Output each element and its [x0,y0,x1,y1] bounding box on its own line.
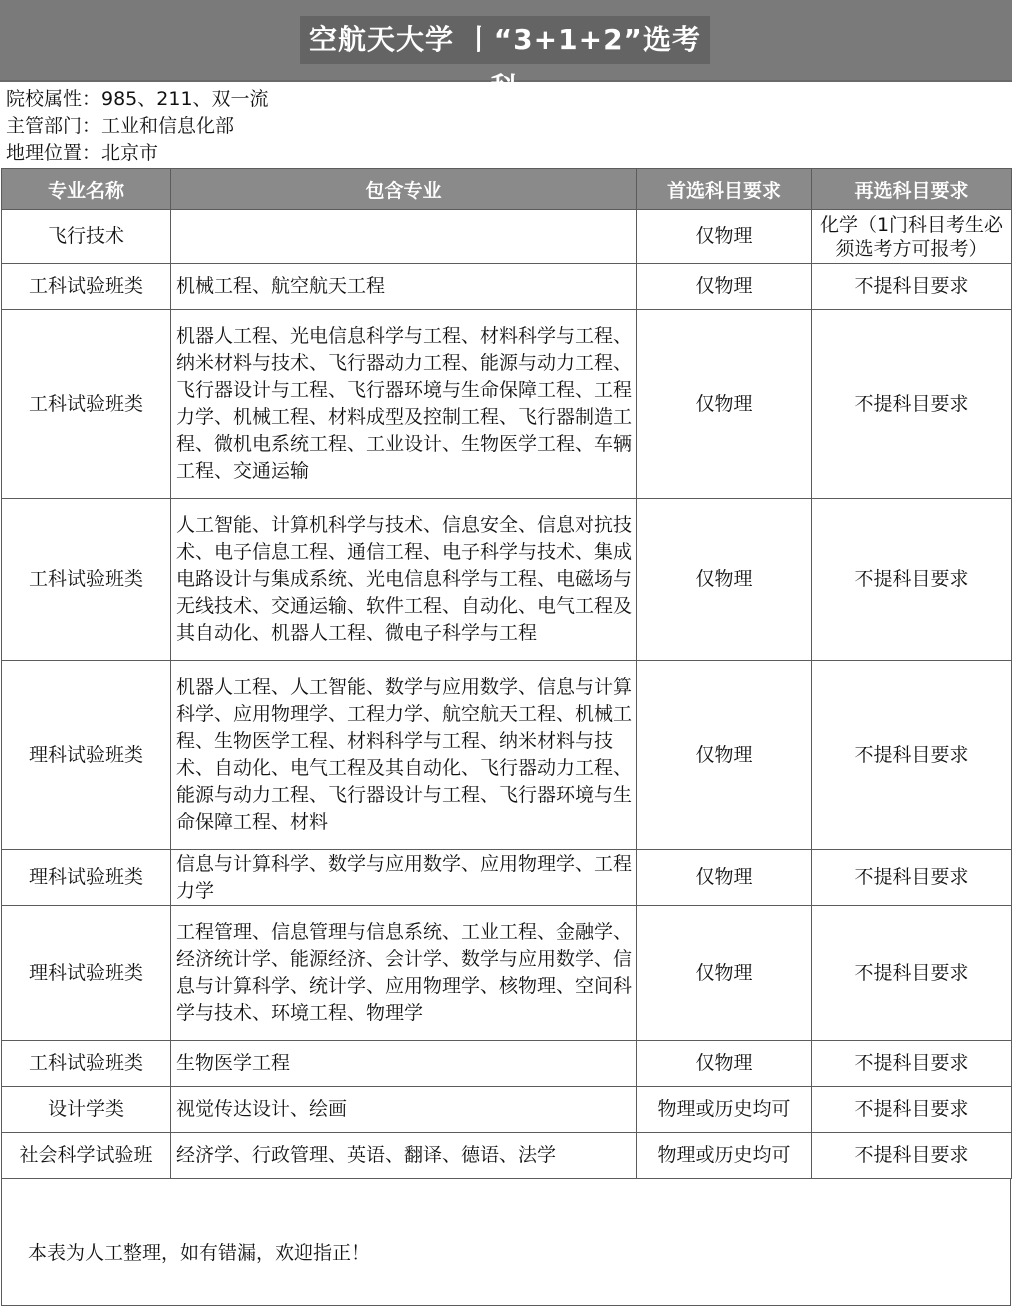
table-row [2,906,1012,1041]
major-name: 社会科学试验班 [2,1133,171,1179]
second-subject: 不提科目要求 [812,661,1012,850]
second-subject: 不提科目要求 [812,1133,1012,1179]
header-first-subject: 首选科目要求 [637,169,812,210]
first-subject: 物理或历史均可 [637,1087,812,1133]
major-name: 飞行技术 [2,210,171,264]
second-subject: 不提科目要求 [812,850,1012,906]
major-name: 工科试验班类 [2,499,171,661]
major-name: 设计学类 [2,1087,171,1133]
second-subject: 不提科目要求 [812,499,1012,661]
table-row [2,264,1012,310]
included-majors: 经济学、行政管理、英语、翻译、德语、法学 [171,1133,637,1179]
major-name: 工科试验班类 [2,1041,171,1087]
school-attribute: 院校属性：985、211、双一流 [6,88,269,110]
included-majors: 视觉传达设计、绘画 [171,1087,637,1133]
geographic-location: 地理位置：北京市 [6,142,159,164]
included-majors: 机械工程、航空航天工程 [171,264,637,310]
subject-requirements-table [1,168,1012,1179]
first-subject: 仅物理 [637,850,812,906]
major-name: 理科试验班类 [2,906,171,1041]
first-subject: 仅物理 [637,1041,812,1087]
second-subject: 不提科目要求 [812,1041,1012,1087]
table-row [2,1041,1012,1087]
major-name: 理科试验班类 [2,850,171,906]
header-second-subject: 再选科目要求 [812,169,1012,210]
included-majors: 工程管理、信息管理与信息系统、工业工程、金融学、经济统计学、能源经济、会计学、数学与应用数学、信息与计算科学、统计学、应用物理学、核物理、空间科学与技术、环境工程、物理学 [171,906,637,1041]
included-majors [171,210,637,264]
included-majors: 机器人工程、人工智能、数学与应用数学、信息与计算科学、应用物理学、工程力学、航空航天工程、机械工程、生物医学工程、材料科学与工程、纳米材料与技术、自动化、电气工程及其自动化、飞行器动力工程、能源与动力工程、飞行器设计与工程、飞行器环境与生命保障工程、材料 [171,661,637,850]
first-subject: 仅物理 [637,310,812,499]
header-major-name: 专业名称 [2,169,171,210]
included-majors: 信息与计算科学、数学与应用数学、应用物理学、工程力学 [171,850,637,906]
table-row [2,661,1012,850]
included-majors: 生物医学工程 [171,1041,637,1087]
table-row [2,850,1012,906]
second-subject: 不提科目要求 [812,310,1012,499]
table-row [2,1133,1012,1179]
table-header-row [2,169,1012,210]
first-subject: 仅物理 [637,661,812,850]
table-row [2,310,1012,499]
second-subject: 不提科目要求 [812,906,1012,1041]
second-subject: 不提科目要求 [812,1087,1012,1133]
table-row [2,499,1012,661]
first-subject: 仅物理 [637,210,812,264]
supervising-department: 主管部门：工业和信息化部 [6,115,235,137]
second-subject: 不提科目要求 [812,264,1012,310]
major-name: 工科试验班类 [2,264,171,310]
table-row [2,210,1012,264]
first-subject: 仅物理 [637,264,812,310]
header-included-majors: 包含专业 [171,169,637,210]
major-name: 工科试验班类 [2,310,171,499]
first-subject: 物理或历史均可 [637,1133,812,1179]
second-subject: 化学（1门科目考生必须选考方可报考） [812,210,1012,264]
page-title: 空航天大学 丨“3+1+2”选考科 [300,16,710,64]
included-majors: 机器人工程、光电信息科学与工程、材料科学与工程、纳米材料与技术、飞行器动力工程、能源与动力工程、飞行器设计与工程、飞行器环境与生命保障工程、工程力学、机械工程、材料成型及控制工程、飞行器制造工程、微机电系统工程、工业设计、生物医学工程、车辆工程、交通运输 [171,310,637,499]
first-subject: 仅物理 [637,906,812,1041]
table-row [2,1087,1012,1133]
major-name: 理科试验班类 [2,661,171,850]
footer-note: 本表为人工整理，如有错漏，欢迎指正！ [28,1242,371,1264]
included-majors: 人工智能、计算机科学与技术、信息安全、信息对抗技术、电子信息工程、通信工程、电子科学与技术、集成电路设计与集成系统、光电信息科学与工程、电磁场与无线技术、交通运输、软件工程、自动化、电气工程及其自动化、机器人工程、微电子科学与工程 [171,499,637,661]
footer-box [1,1178,1011,1306]
first-subject: 仅物理 [637,499,812,661]
